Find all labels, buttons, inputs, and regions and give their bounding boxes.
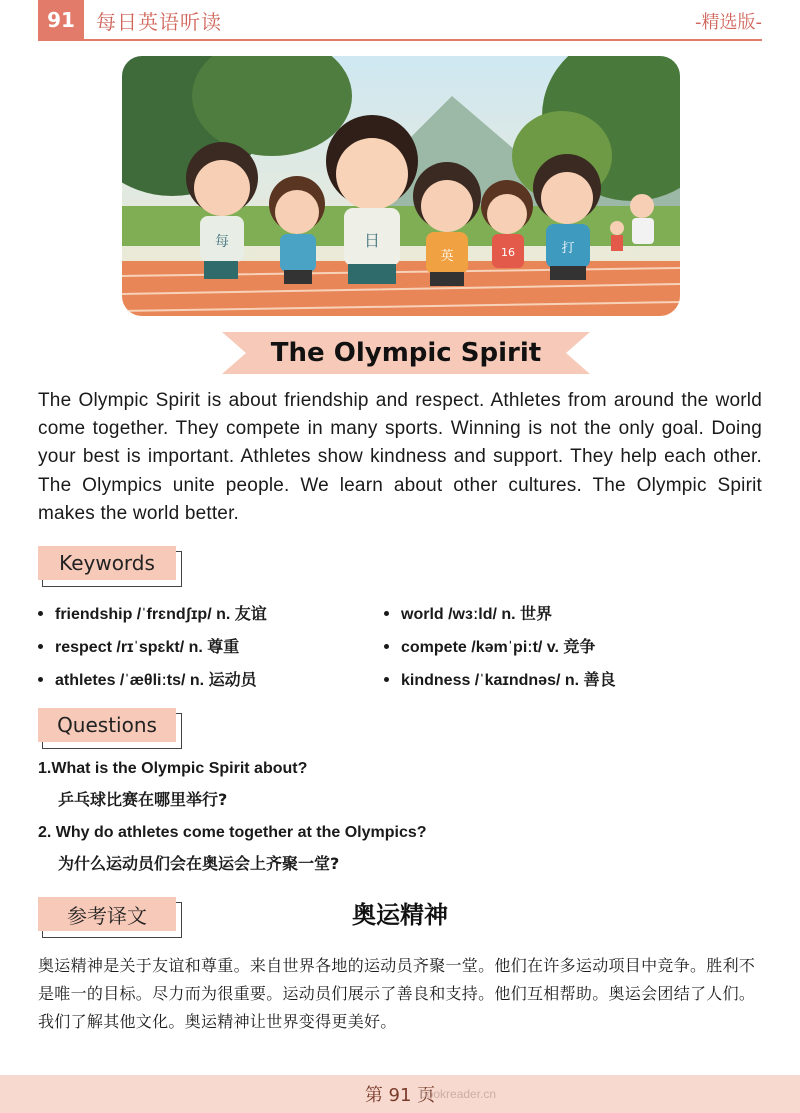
keyword-item <box>384 601 552 624</box>
keyword-item <box>38 634 239 657</box>
article-body: The Olympic Spirit is about friendship and respect. Athletes from around the world come together. They compete in many sports. Winning is not the only goal. Doing your best is important. Athletes show kindness and support. They help each other. The Olympics unite people. We learn about other cultures. The Olympic Spirit makes the world better. <box>38 390 762 524</box>
question-2-en: 2. Why do athletes come together at the Olympics? <box>38 824 427 841</box>
bullet-icon <box>384 677 389 682</box>
title-ribbon <box>222 330 590 376</box>
question-1-cn: 乒乓球比赛在哪里举行? <box>58 790 228 809</box>
keyword-text: respect /rɪˈspɛkt/ n. 尊重 <box>55 639 240 656</box>
page-footer <box>0 1075 800 1113</box>
translation-title: 奥运精神 <box>352 901 448 929</box>
bullet-icon <box>384 644 389 649</box>
svg-text:每: 每 <box>215 234 229 250</box>
bullet-icon <box>38 644 43 649</box>
edition-label: -精选版- <box>695 12 762 33</box>
page-header <box>38 0 762 40</box>
translation-heading: 参考译文 <box>38 897 176 931</box>
svg-text:打: 打 <box>561 241 575 256</box>
issue-number-badge: 91 <box>38 0 84 40</box>
keyword-text: athletes /ˈæθliːts/ n. 运动员 <box>55 672 257 689</box>
watermark: bookreader.cn <box>420 1087 497 1101</box>
question-1-en: 1.What is the Olympic Spirit about? <box>38 760 308 777</box>
page-number: 第 91 页 <box>364 1085 436 1106</box>
keywords-heading: Keywords <box>38 546 176 580</box>
keyword-text: compete /kəmˈpiːt/ v. 竞争 <box>401 639 596 656</box>
running-children-illustration <box>122 56 680 316</box>
keyword-item <box>384 667 616 690</box>
bullet-icon <box>38 677 43 682</box>
svg-text:16: 16 <box>501 246 515 259</box>
bullet-icon <box>384 611 389 616</box>
keyword-text: kindness /ˈkaɪndnəs/ n. 善良 <box>401 672 616 689</box>
keyword-text: world /wɜːld/ n. 世界 <box>401 606 553 623</box>
keyword-item <box>38 601 267 624</box>
questions-tab <box>38 708 178 744</box>
translation-tab <box>38 897 178 933</box>
svg-text:日: 日 <box>363 231 381 250</box>
keyword-text: friendship /ˈfrɛndʃɪp/ n. 友谊 <box>55 606 267 623</box>
keyword-item <box>38 667 257 690</box>
keyword-item <box>384 634 595 657</box>
question-2-cn: 为什么运动员们会在奥运会上齐聚一堂? <box>58 854 340 873</box>
svg-text:英: 英 <box>440 249 454 264</box>
article-title: The Olympic Spirit <box>270 338 542 368</box>
translation-body: 奥运精神是关于友谊和尊重。来自世界各地的运动员齐聚一堂。他们在许多运动项目中竞争。胜利不是唯一的目标。尽力而为很重要。运动员们展示了善良和支持。他们互相帮助。奥运会团结了人们。我们了解其他文化。奥运精神让世界变得更美好。 <box>38 956 756 1031</box>
hero-illustration <box>122 56 680 316</box>
questions-heading: Questions <box>38 708 176 742</box>
bullet-icon <box>38 611 43 616</box>
series-title: 每日英语听读 <box>96 10 222 34</box>
keywords-tab <box>38 546 178 582</box>
header-divider <box>38 39 762 41</box>
